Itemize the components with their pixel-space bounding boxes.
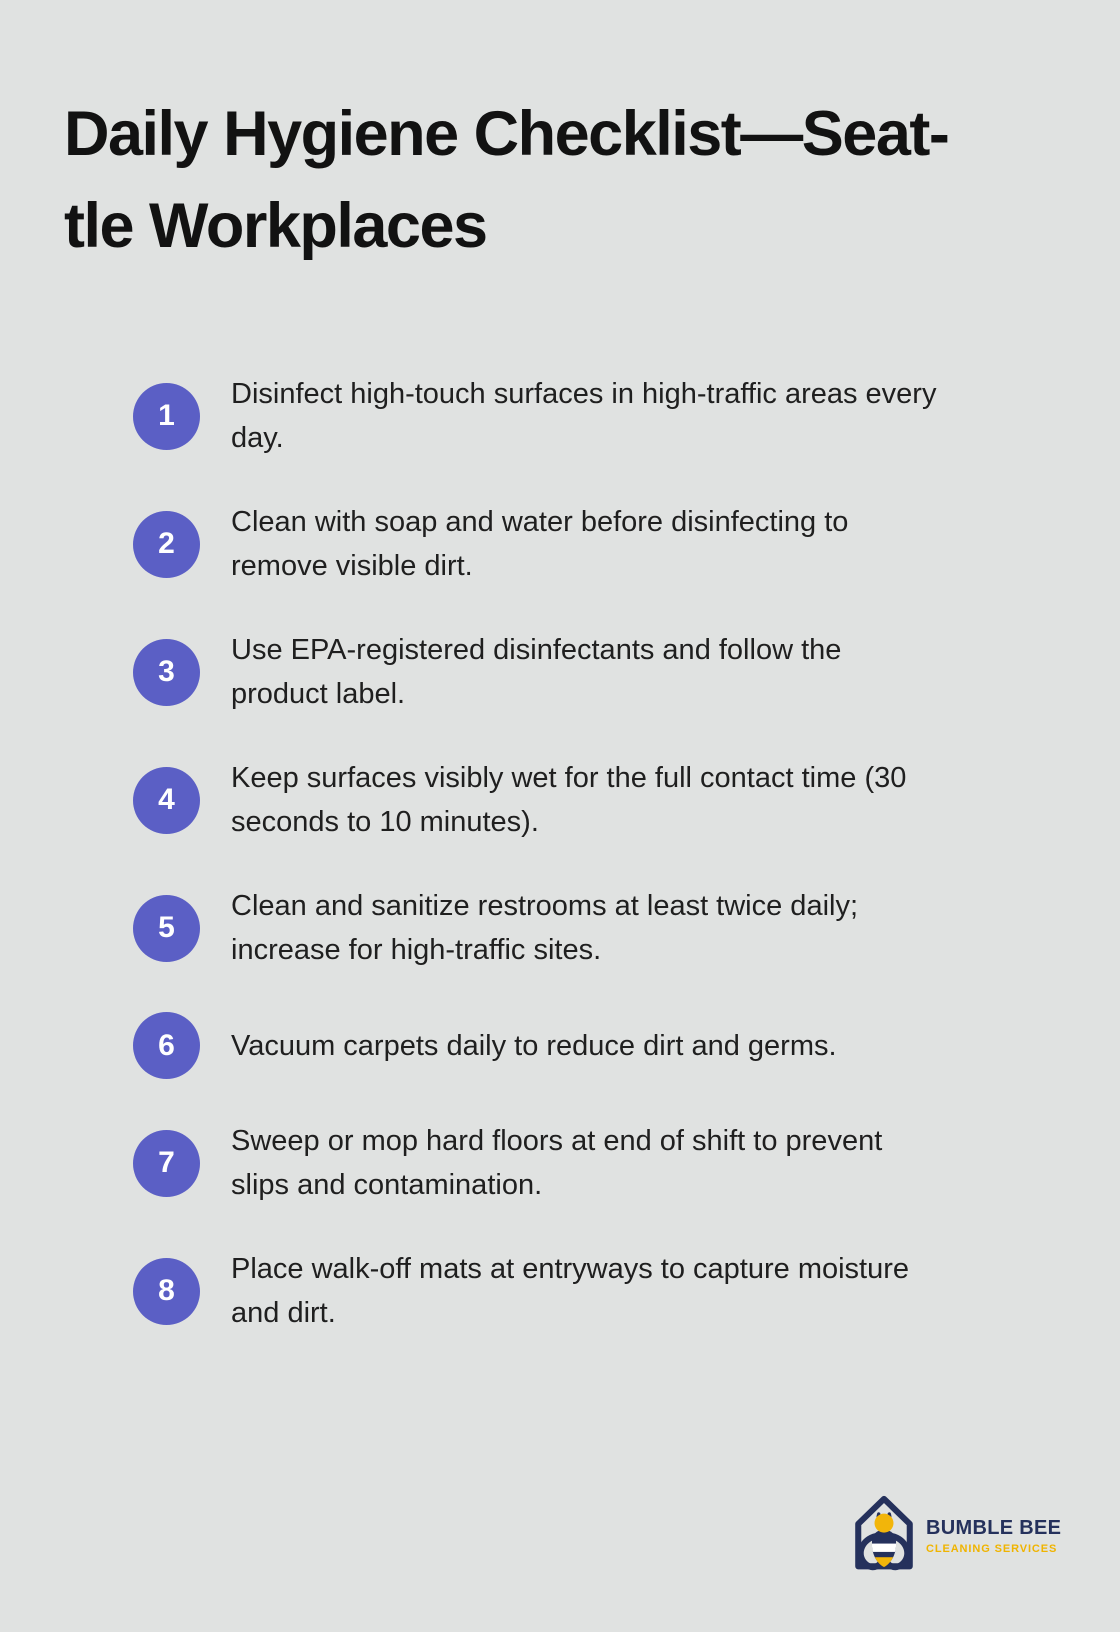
item-number-badge: 7 <box>133 1130 200 1197</box>
item-text <box>231 1119 882 1207</box>
item-text <box>231 884 858 972</box>
item-number-badge: 4 <box>133 767 200 834</box>
checklist-item-3 <box>133 628 1093 716</box>
item-text-line: Keep surfaces visibly wet for the full contact time (30 <box>231 762 907 794</box>
item-text-line: Vacuum carpets daily to reduce dirt and germs. <box>231 1029 837 1062</box>
checklist-item-6 <box>133 1012 1093 1079</box>
checklist-item-2 <box>133 500 1093 588</box>
page-title-line-2: tle Workplaces <box>64 191 487 261</box>
item-number-badge: 5 <box>133 895 200 962</box>
logo-text <box>926 1517 1061 1555</box>
infographic-page <box>0 88 1120 1632</box>
item-text <box>231 628 841 716</box>
item-text-line: seconds to 10 minutes). <box>231 806 539 838</box>
hygiene-checklist <box>133 372 1093 1335</box>
checklist-item-1 <box>133 372 1093 460</box>
item-text <box>231 756 906 844</box>
bee-house-icon <box>846 1486 922 1586</box>
item-text-line: increase for high-traffic sites. <box>231 934 602 966</box>
logo-name: BUMBLE BEE <box>926 1517 1062 1539</box>
item-text <box>231 500 848 588</box>
item-text-line: remove visible dirt. <box>231 550 473 582</box>
item-text <box>231 1247 909 1335</box>
item-text-line: Use EPA-registered disinfectants and follow the <box>231 634 842 666</box>
item-number-badge: 3 <box>133 639 200 706</box>
item-text-line: Place walk-off mats at entryways to capture moisture <box>231 1253 910 1285</box>
item-text-line: Disinfect high-touch surfaces in high-traffic areas every <box>231 378 937 410</box>
item-text-line: slips and contamination. <box>231 1169 543 1201</box>
item-text-line: Clean and sanitize restrooms at least twice daily; <box>231 890 859 922</box>
checklist-item-4 <box>133 756 1093 844</box>
item-text-line: Sweep or mop hard floors at end of shift to prevent <box>231 1125 883 1157</box>
checklist-item-8 <box>133 1247 1093 1335</box>
checklist-item-7 <box>133 1119 1093 1207</box>
item-text <box>231 372 936 460</box>
logo-tagline: CLEANING SERVICES <box>926 1543 1058 1555</box>
item-number-badge: 1 <box>133 383 200 450</box>
item-number-badge: 2 <box>133 511 200 578</box>
item-text-line: Clean with soap and water before disinfecting to <box>231 506 849 538</box>
item-number-badge: 8 <box>133 1258 200 1325</box>
item-text-line: and dirt. <box>231 1297 336 1329</box>
page-title-line-1: Daily Hygiene Checklist—Seat- <box>64 99 949 169</box>
checklist-item-5 <box>133 884 1093 972</box>
item-number-badge: 6 <box>133 1012 200 1079</box>
item-text-line: day. <box>231 422 284 454</box>
bumble-bee-logo <box>846 1486 1061 1586</box>
item-text <box>231 1024 837 1068</box>
page-title <box>64 88 1056 272</box>
item-text-line: product label. <box>231 678 406 710</box>
